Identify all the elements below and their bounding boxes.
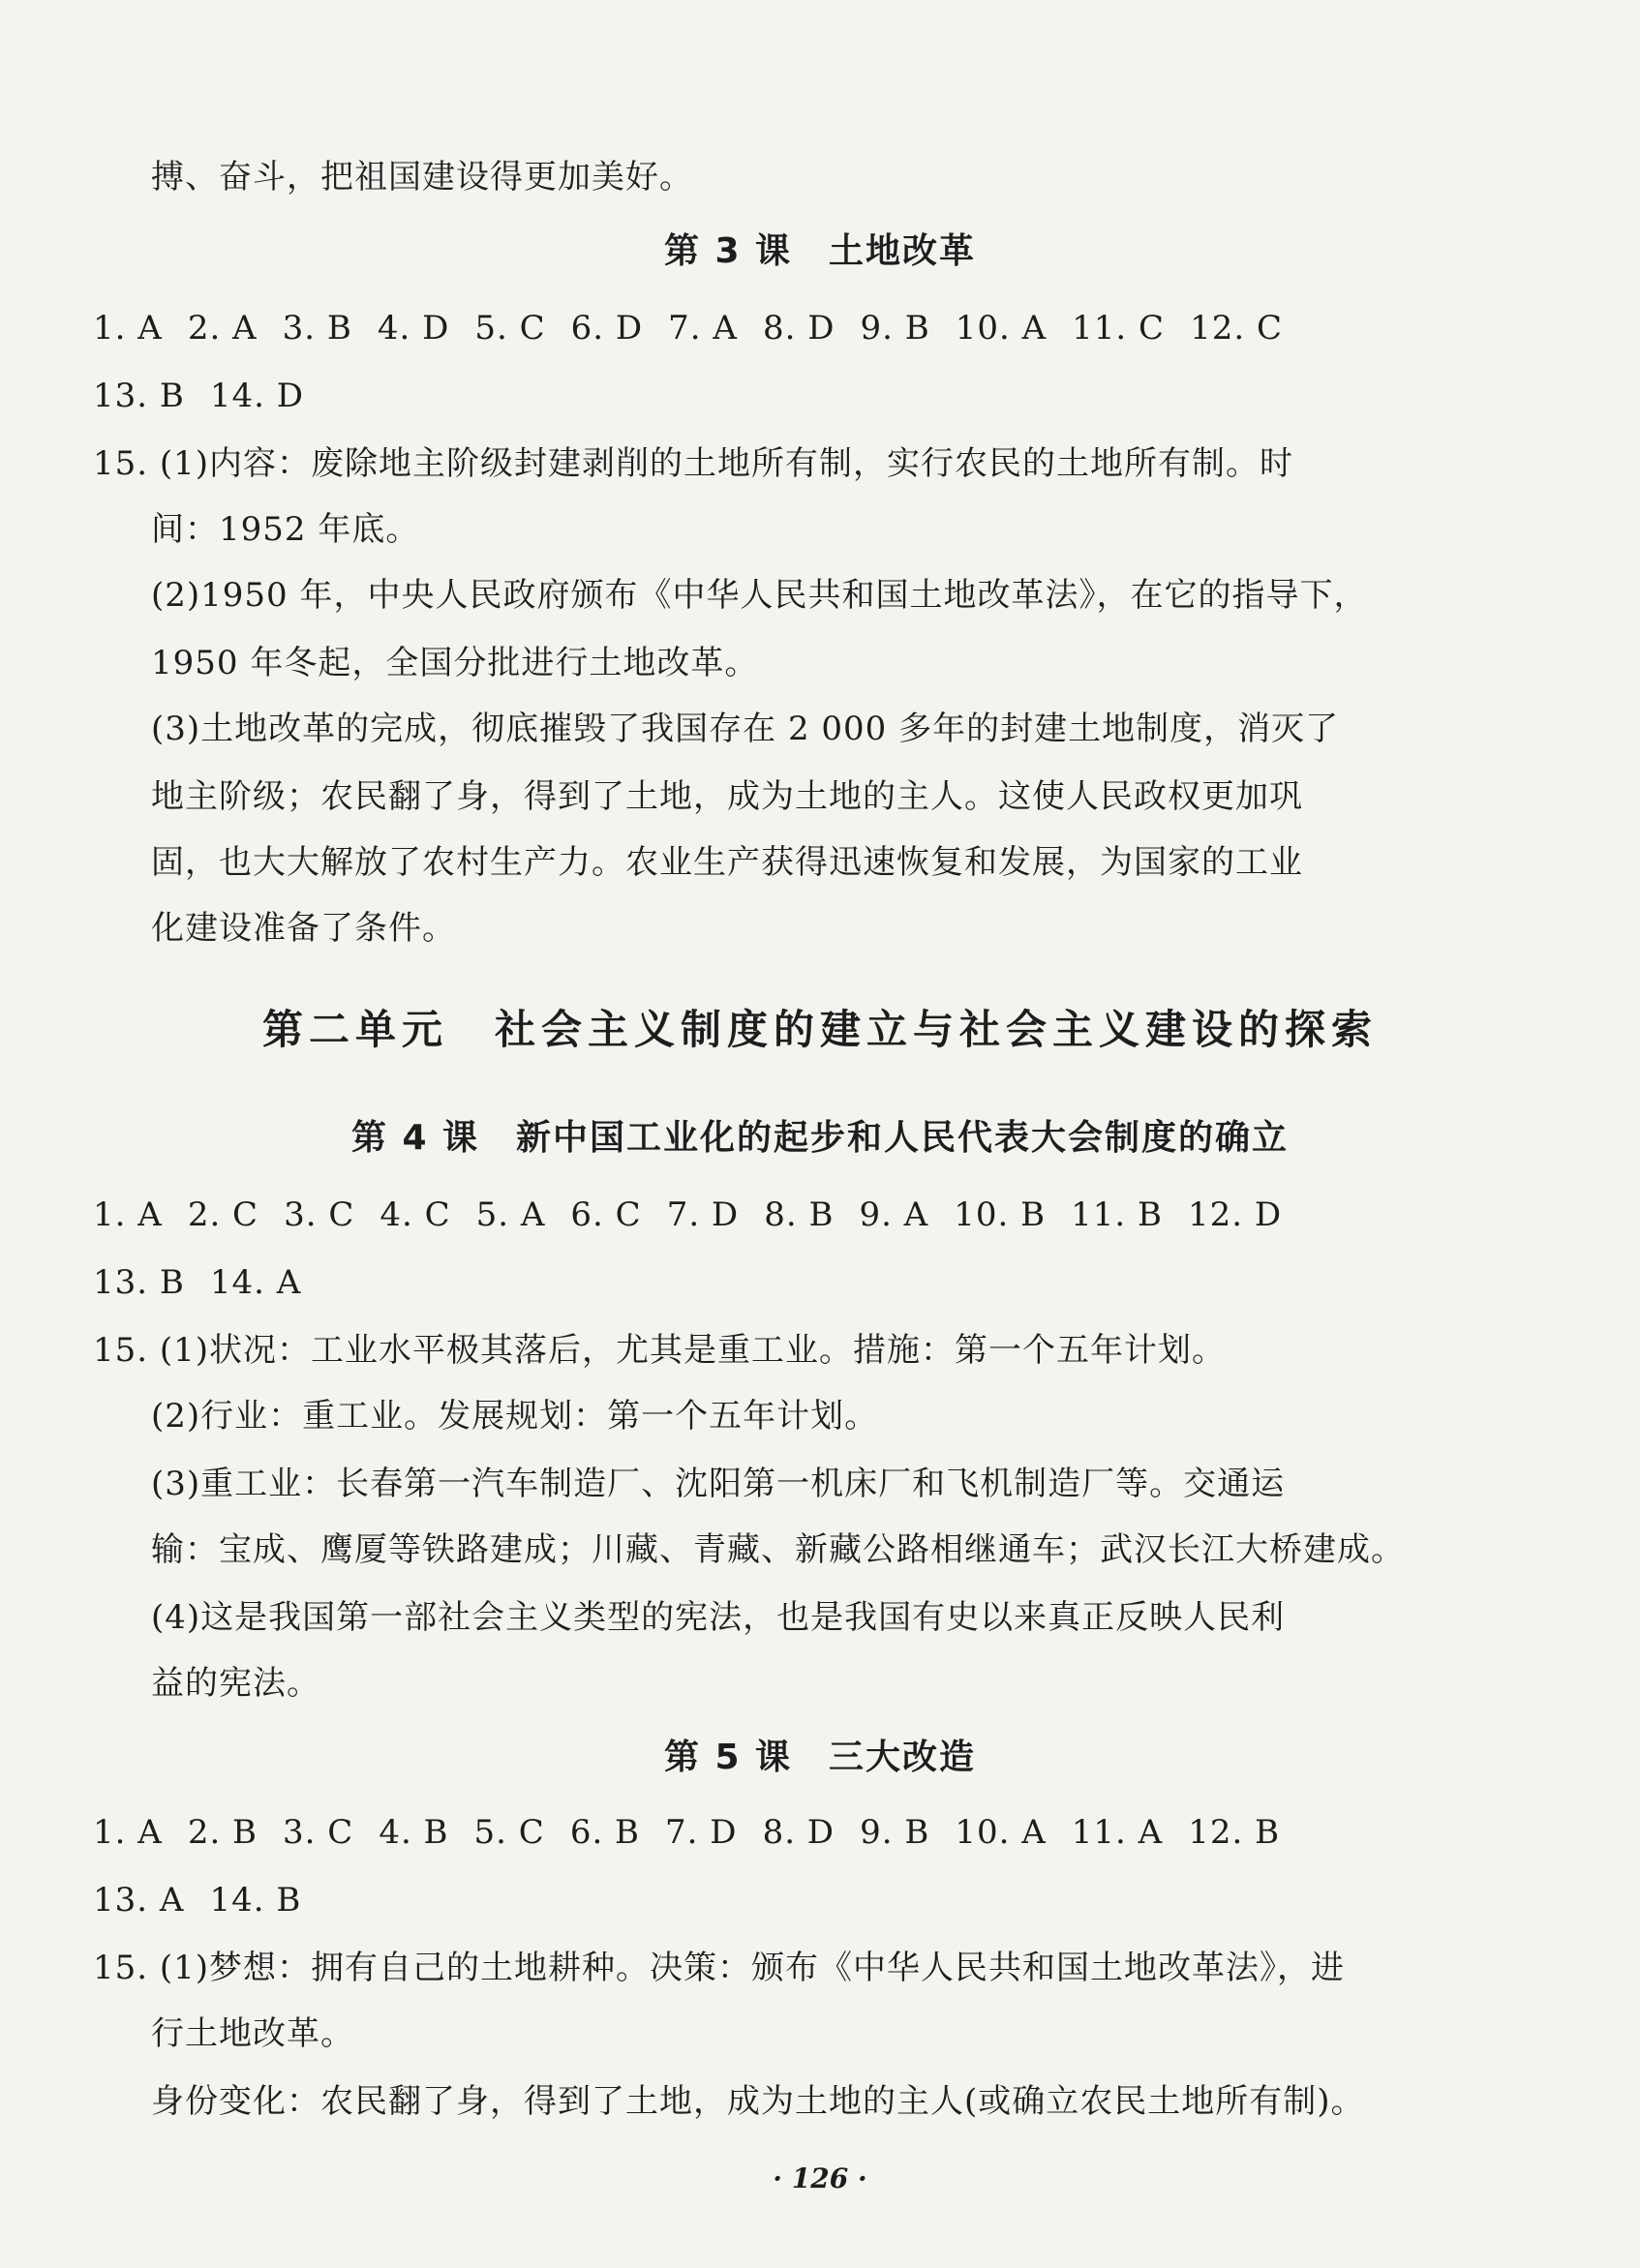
lesson-4-q15-line: (3)重工业：长春第一汽车制造厂、沈阳第一机床厂和飞机制造厂等。交通运 bbox=[151, 1465, 1286, 1503]
lesson-4-q15-line: (2)行业：重工业。发展规划：第一个五年计划。 bbox=[151, 1397, 879, 1436]
mc-answer: 2. C bbox=[187, 1195, 259, 1234]
mc-answer: 14. B bbox=[209, 1881, 302, 1920]
unit-2-title: 第二单元 社会主义制度的建立与社会主义建设的探索 bbox=[261, 1006, 1378, 1053]
mc-answer: 6. D bbox=[570, 309, 644, 348]
mc-answer: 7. A bbox=[668, 309, 738, 348]
lesson-5-title: 第 5 课 三大改造 bbox=[663, 1738, 977, 1777]
lesson-4-title: 第 4 课 新中国工业化的起步和人民代表大会制度的确立 bbox=[350, 1118, 1290, 1158]
mc-answer: 7. D bbox=[666, 1195, 740, 1234]
mc-answer: 9. A bbox=[859, 1195, 929, 1234]
lesson-3-mc-row-1 bbox=[93, 306, 1308, 350]
mc-answer: 13. A bbox=[93, 1881, 185, 1920]
lesson-3-q15-line: 化建设准备了条件。 bbox=[151, 909, 456, 948]
lesson-3-q15-line: 固，也大大解放了农村生产力。农业生产获得迅速恢复和发展，为国家的工业 bbox=[151, 843, 1303, 882]
lesson-3-mc-row-2 bbox=[93, 374, 329, 418]
lesson-3-q15-line: (3)土地改革的完成，彻底摧毁了我国存在 2 000 多年的封建土地制度，消灭了 bbox=[151, 710, 1340, 748]
mc-answer: 8. B bbox=[764, 1195, 835, 1234]
mc-answer: 3. B bbox=[282, 309, 352, 348]
mc-answer: 13. B bbox=[93, 1263, 185, 1302]
mc-answer: 9. B bbox=[860, 309, 930, 348]
lesson-3-q15-line: 1950 年冬起，全国分批进行土地改革。 bbox=[151, 644, 759, 682]
mc-answer: 1. A bbox=[93, 1813, 163, 1852]
mc-answer: 12. C bbox=[1190, 309, 1283, 348]
lesson-3-q15-line: (2)1950 年，中央人民政府颁布《中华人民共和国土地改革法》，在它的指导下， bbox=[151, 576, 1368, 615]
mc-answer: 3. C bbox=[283, 1813, 354, 1852]
mc-answer: 1. A bbox=[93, 309, 163, 348]
mc-answer: 1. A bbox=[93, 1195, 163, 1234]
mc-answer: 4. D bbox=[377, 309, 450, 348]
lesson-3-q15-line: 间：1952 年底。 bbox=[151, 510, 420, 549]
mc-answer: 10. B bbox=[954, 1195, 1047, 1234]
mc-answer: 6. B bbox=[569, 1813, 641, 1852]
mc-answer: 7. D bbox=[665, 1813, 738, 1852]
mc-answer: 4. C bbox=[380, 1195, 451, 1234]
mc-answer: 12. D bbox=[1188, 1195, 1283, 1234]
lesson-5-mc-row-1 bbox=[93, 1810, 1305, 1855]
mc-answer: 5. C bbox=[474, 309, 546, 348]
mc-answer: 9. B bbox=[860, 1813, 930, 1852]
lesson-3-q15-line: 15. (1)内容：废除地主阶级封建剥削的土地所有制，实行农民的土地所有制。时 bbox=[93, 444, 1294, 483]
mc-answer: 11. C bbox=[1072, 309, 1166, 348]
page-number: · 126 · bbox=[773, 2162, 867, 2194]
mc-answer: 4. B bbox=[379, 1813, 449, 1852]
lesson-5-q15-line: 行土地改革。 bbox=[151, 2014, 354, 2053]
lesson-5-mc-row-2 bbox=[93, 1878, 326, 1922]
mc-answer: 12. B bbox=[1188, 1813, 1281, 1852]
lesson-4-mc-row-2 bbox=[93, 1260, 326, 1305]
mc-answer: 14. D bbox=[209, 377, 305, 415]
lesson-3-title: 第 3 课 土地改革 bbox=[663, 231, 977, 271]
lesson-4-q15-line: 15. (1)状况：工业水平极其落后，尤其是重工业。措施：第一个五年计划。 bbox=[93, 1331, 1227, 1370]
lesson-4-mc-row-1 bbox=[93, 1193, 1307, 1237]
lesson-5-q15-line: 15. (1)梦想：拥有自己的土地耕种。决策：颁布《中华人民共和国土地改革法》，进 bbox=[93, 1949, 1346, 1987]
lesson-4-q15-line: (4)这是我国第一部社会主义类型的宪法，也是我国有史以来真正反映人民利 bbox=[151, 1598, 1286, 1637]
lesson-4-q15-line: 益的宪法。 bbox=[151, 1664, 320, 1703]
mc-answer: 5. A bbox=[475, 1195, 546, 1234]
mc-answer: 3. C bbox=[284, 1195, 355, 1234]
mc-answer: 5. C bbox=[473, 1813, 545, 1852]
mc-answer: 2. A bbox=[187, 309, 258, 348]
mc-answer: 14. A bbox=[209, 1263, 302, 1302]
lesson-5-q15-line: 身份变化：农民翻了身，得到了土地，成为土地的主人(或确立农民土地所有制)。 bbox=[151, 2082, 1365, 2121]
mc-answer: 8. D bbox=[762, 309, 835, 348]
mc-answer: 11. B bbox=[1071, 1195, 1163, 1234]
mc-answer: 2. B bbox=[187, 1813, 258, 1852]
mc-answer: 6. C bbox=[570, 1195, 642, 1234]
lesson-3-q15-line: 地主阶级；农民翻了身，得到了土地，成为土地的主人。这使人民政权更加巩 bbox=[151, 777, 1303, 816]
mc-answer: 13. B bbox=[93, 377, 185, 415]
mc-answer: 10. A bbox=[955, 1813, 1047, 1852]
mc-answer: 10. A bbox=[955, 309, 1048, 348]
mc-answer: 11. A bbox=[1071, 1813, 1164, 1852]
intro-tail-text: 搏、奋斗，把祖国建设得更加美好。 bbox=[151, 158, 693, 197]
lesson-4-q15-line: 输：宝成、鹰厦等铁路建成；川藏、青藏、新藏公路相继通车；武汉长江大桥建成。 bbox=[151, 1530, 1405, 1569]
mc-answer: 8. D bbox=[762, 1813, 835, 1852]
